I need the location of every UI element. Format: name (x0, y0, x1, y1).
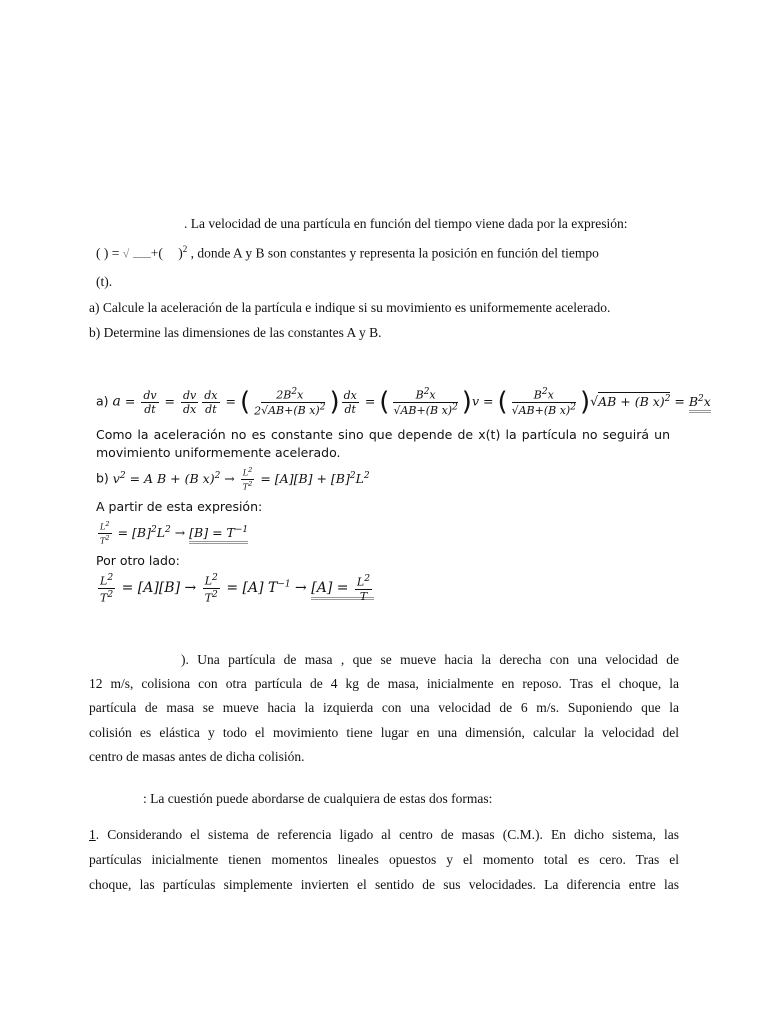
solution2-p1-line1 (89, 827, 679, 843)
solution-b-equation: b) $v^2 = A$ B + (B x)$^2$ → $\frac{L^2}{T^2}$ = $[A][B] + [B]^2L^2$ (96, 466, 370, 492)
sqrt-bar (133, 257, 151, 258)
problem2-line1: ). Una partícula de masa , que se mueve hacia la derecha con una velocidad de (181, 652, 679, 667)
expr-lhs: ( ) = (96, 245, 120, 261)
solution2-p1-line1-text: . Considerando el sistema de referencia ligado al centro de masas (C.M.). En dicho sistema, las (95, 827, 679, 842)
expr-exp: 2 (182, 244, 188, 254)
problem1-line3: (t). (96, 274, 113, 289)
solution2-p1-number: 1 (89, 827, 96, 842)
problem1-line1: . La velocidad de una partícula en función del tiempo viene dada por la expresión: (184, 216, 628, 231)
problem2-line2: 12 m/s, colisiona con otra partícula de 4 kg de masa, inicialmente en reposo. Tras el choque, la (89, 676, 679, 691)
question-a: a) Calcule la aceleración de la partícula e indique si su movimiento es uniformemente acelerado. (89, 300, 611, 315)
solution-b-text2: Por otro lado: (96, 553, 180, 568)
solution-b-label: b) (96, 470, 109, 486)
expr-plus: +( (150, 245, 163, 261)
solution-a-text1: Como la aceleración no es constante sino que depende de x(t) la partícula no seguirá un (96, 427, 670, 442)
sqrt-symbol: √ (122, 246, 130, 261)
expr-close: ) (178, 245, 183, 261)
solution-b-equation2: $\frac{L^2}{T^2}$ = $[B]^2L^2 \to [B] = T^{-1}$ (100, 520, 249, 546)
solution-a-text2: movimiento uniformemente acelerado. (96, 445, 341, 460)
solution2-p1-line2: partículas inicialmente tienen momentos lineales opuestos y el momento total es cero. Tras el (89, 852, 679, 867)
problem2-line5: centro de masas antes de dicha colisión. (89, 749, 305, 764)
solution-b-equation3: $\frac{L^2}{T^2}$ = [A][B] → $\frac{L^2}{T^2}$ = [A] $T^{-1} \to [A]$ = $\frac{L^2}{T}$ (96, 573, 374, 603)
solution-b-text1: A partir de esta expresión: (96, 499, 263, 514)
solution-a-label: a) (96, 393, 109, 409)
problem1-expression (96, 244, 599, 262)
problem1-line2-rest: , donde A y B son constantes y representa la posición en función del tiempo (190, 245, 599, 261)
problem2-line4: colisión es elástica y todo el movimiento tiene lugar en una dimensión, calcular la velocidad del (89, 725, 679, 740)
solution-a-equation: a) a = $\frac{dv}{dt}$ = $\frac{dv}{dx}$ $\frac{dx}{dt}$ = ( $\frac{2B^2x}{2√AB+(B x)^2}$ ) $\frac{dx}{dt}$ = ( $\frac{B^2x}{√AB+(B x)^2}$ )v = ( $\frac{B^2x}{√AB+(B x)^2}$ )√AB + (B $x)^2 = B^2x$ (96, 387, 711, 418)
question-b: b) Determine las dimensiones de las constantes A y B. (89, 325, 382, 340)
solution2-p1-line3: choque, las partículas simplemente invierten el sentido de sus velocidades. La diferencia entre las (89, 877, 679, 892)
problem2-line3: partícula de masa se mueve hacia la izquierda con una velocidad de 6 m/s. Suponiendo que la (89, 700, 679, 715)
solution2-intro: : La cuestión puede abordarse de cualquiera de estas dos formas: (143, 791, 493, 806)
